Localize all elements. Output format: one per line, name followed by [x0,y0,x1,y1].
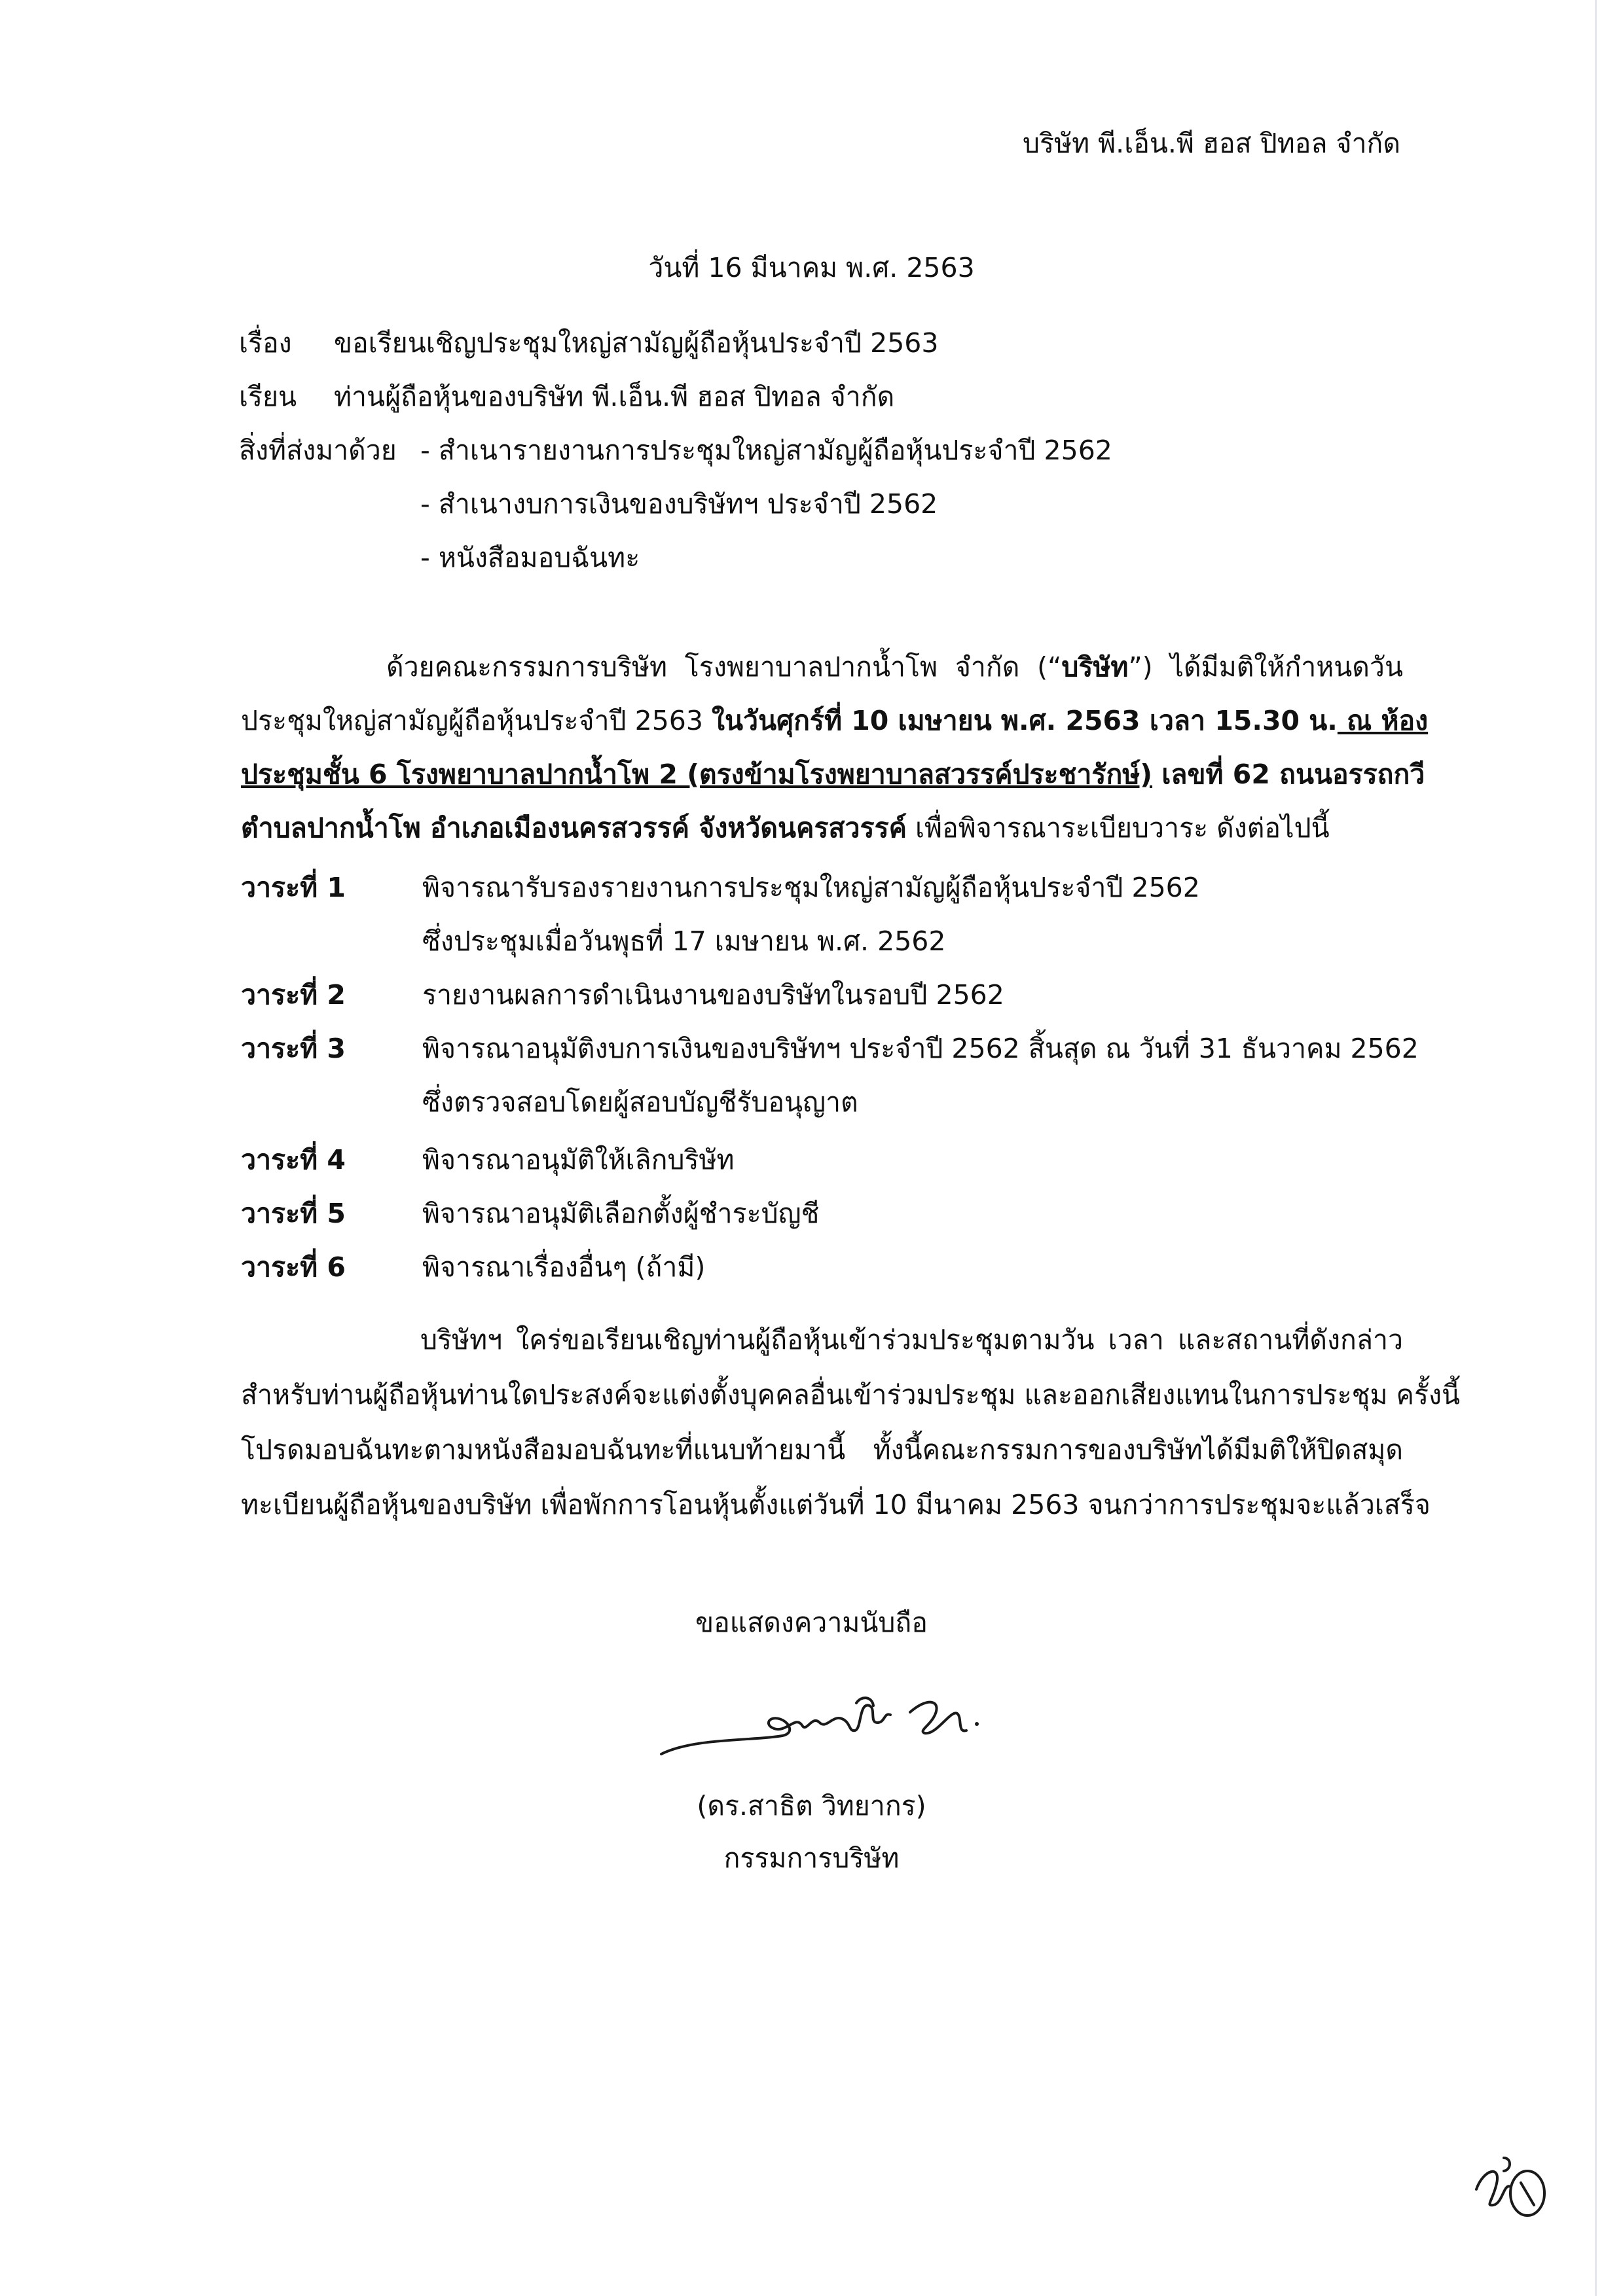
regards-text: ขอแสดงความนับถือ [695,1607,928,1638]
signature [655,1676,995,1787]
meeting-venue: ประชุมชั้น 6 โรงพยาบาลปากน้ำโพ 2 (ตรงข้ามโรงพยาบาลสวรรค์ประชารักษ์) [241,759,1153,790]
agenda-label: วาระที่ 3 [241,1033,346,1064]
enclosure-item: - สำเนางบการเงินของบริษัทฯ ประจำปี 2562 [420,488,938,520]
closing-line: บริษัทฯ ใคร่ขอเรียนเชิญท่านผู้ถือหุ้นเข้าร่วมประชุมตามวัน เวลา และสถานที่ดังกล่าว [420,1324,1403,1355]
intro-line-3 [241,759,1425,791]
signatory-title: กรรมการบริษัท [723,1842,900,1874]
closing-line: สำหรับท่านผู้ถือหุ้นท่านใดประสงค์จะแต่งตั้งบุคคลอื่นเข้าร่วมประชุม และออกเสียงแทนในการประชุม ครั้งนี้ [241,1379,1461,1410]
agenda-text: พิจารณาเรื่องอื่นๆ (ถ้ามี) [422,1251,706,1283]
agenda-text: ซึ่งตรวจสอบโดยผู้สอบบัญชีรับอนุญาต [422,1086,858,1118]
closing-line: ทะเบียนผู้ถือหุ้นของบริษัท เพื่อพักการโอนหุ้นตั้งแต่วันที่ 10 มีนาคม 2563 จนกว่าการประชุมจะแล้วเสร็จ [241,1489,1431,1520]
enclosure-item: - สำเนารายงานการประชุมใหญ่สามัญผู้ถือหุ้นประจำปี 2562 [420,435,1112,466]
agenda-text: รายงานผลการดำเนินงานของบริษัทในรอบปี 2562 [422,979,1004,1011]
intro-line-4 [241,812,1403,844]
recipient-text: ท่านผู้ถือหุ้นของบริษัท พี.เอ็น.พี ฮอส ปิทอล จำกัด [334,381,895,412]
agenda-text: พิจารณาอนุมัติเลือกตั้งผู้ชำระบัญชี [422,1198,820,1229]
closing-line: โปรดมอบฉันทะตามหนังสือมอบฉันทะที่แนบท้ายมานี้ ทั้งนี้คณะกรรมการของบริษัทได้มีมติให้ปิดสมุด [241,1434,1403,1465]
agenda-label: วาระที่ 4 [241,1144,346,1175]
intro-line-1 [386,651,1403,683]
venue-address: เลขที่ 62 ถนนอรรถกวี [1152,759,1425,790]
intro-text: เพื่อพิจารณาระเบียบวาระ ดังต่อไปนี้ [907,812,1330,844]
enclosure-item: - หนังสือมอบฉันทะ [420,542,640,573]
intro-text: ประชุมใหญ่สามัญผู้ถือหุ้นประจำปี 2563 [241,705,712,736]
agenda-label: วาระที่ 1 [241,872,346,903]
agenda-label: วาระที่ 6 [241,1251,346,1283]
agenda-label: วาระที่ 2 [241,979,346,1011]
subject-text: ขอเรียนเชิญประชุมใหญ่สามัญผู้ถือหุ้นประจำปี 2563 [334,327,939,359]
company-header: บริษัท พี.เอ็น.พี ฮอส ปิทอล จำกัด [1023,128,1400,159]
intro-line-2 [241,705,1429,737]
agenda-text: ซึ่งประชุมเมื่อวันพุธที่ 17 เมษายน พ.ศ. 2562 [422,925,946,957]
page-edge-line [1595,0,1597,2296]
venue-address: ตำบลปากน้ำโพ อำเภอเมืองนครสวรรค์ จังหวัดนครสวรรค์ [241,812,907,844]
agenda-label: วาระที่ 5 [241,1198,346,1229]
intro-text: ”) ได้มีมติให้กำหนดวัน [1128,651,1403,683]
agenda-text: พิจารณาอนุมัติงบการเงินของบริษัทฯ ประจำปี 2562 สิ้นสุด ณ วันที่ 31 ธันวาคม 2562 [422,1033,1419,1064]
agenda-text: พิจารณาอนุมัติให้เลิกบริษัท [422,1144,735,1175]
subject-label: เรื่อง [239,327,292,359]
meeting-datetime: ในวันศุกร์ที่ 10 เมษายน พ.ศ. 2563 เวลา 15.30 น. [711,705,1338,736]
signatory-name: (ดร.สาธิต วิทยากร) [697,1790,926,1821]
recipient-label: เรียน [239,381,297,412]
company-defined-term: บริษัท [1061,651,1129,683]
intro-text: ด้วยคณะกรรมการบริษัท โรงพยาบาลปากน้ำโพ จำกัด (“ [386,651,1062,683]
letter-date: วันที่ 16 มีนาคม พ.ศ. 2563 [648,252,975,283]
enclosures-label: สิ่งที่ส่งมาด้วย [239,435,397,466]
agenda-text: พิจารณารับรองรายงานการประชุมใหญ่สามัญผู้ถือหุ้นประจำปี 2562 [422,872,1200,903]
initials-mark [1463,2150,1561,2229]
meeting-venue: ณ ห้อง [1337,705,1429,736]
